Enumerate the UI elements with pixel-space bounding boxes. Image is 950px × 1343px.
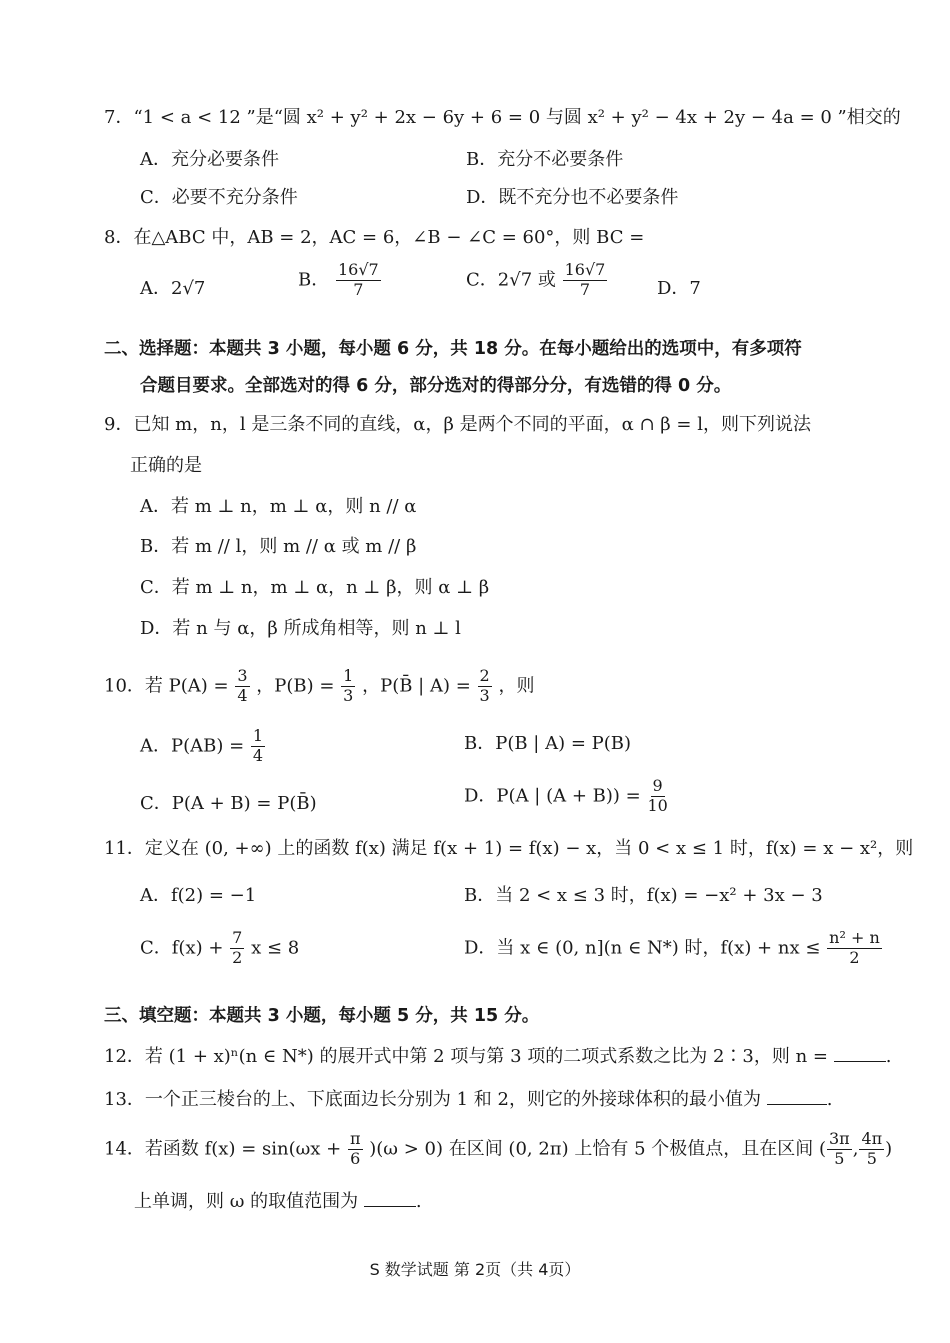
fraction-numerator: 7 <box>232 928 243 947</box>
fraction-denominator: 3 <box>343 685 354 705</box>
page-footer: S 数学试题 第 2页（共 4页） <box>369 1260 581 1279</box>
q11-option-d-fraction <box>827 930 882 967</box>
fraction-denominator: 5 <box>834 1148 845 1168</box>
q7-option-a: A．充分必要条件 <box>140 149 279 170</box>
q10-stem-part1: 10．若 P(A) = <box>104 675 229 697</box>
q7-stem: 7．“1 < a < 12 ”是“圆 x² + y² + 2x − 6y + 6 = 0 与圆 x² + y² − 4x + 2y − 4a = 0 ”相交的 <box>104 107 901 128</box>
fraction-denominator: 4 <box>252 745 264 765</box>
q11-option-c-fraction <box>230 930 244 967</box>
fraction-numerator: 3 <box>237 666 248 685</box>
fraction-denominator: 10 <box>647 795 668 815</box>
q10-stem <box>104 668 534 705</box>
q10-option-c: C．P(A + B) = P(B̄) <box>140 793 317 814</box>
fraction-denominator: 3 <box>479 685 490 705</box>
q11-option-b: B．当 2 < x ≤ 3 时，f(x) = −x² + 3x − 3 <box>464 885 823 906</box>
q10-fraction-pb <box>341 668 355 705</box>
section2-heading: 二、选择题：本题共 3 小题，每小题 6 分，共 18 分。在每小题给出的选项中，有多项符 <box>104 339 802 359</box>
q11-option-c-text-end: x ≤ 8 <box>251 937 300 959</box>
q13-answer-blank <box>767 1088 827 1105</box>
q11-option-d-text: D．当 x ∈ (0, n](n ∈ N*) 时，f(x) + nx ≤ <box>464 937 821 959</box>
fraction-numerator: 16√7 <box>564 260 606 279</box>
section2-heading-cont: 合题目要求。全部选对的得 6 分，部分选对的得部分分，有选错的得 0 分。 <box>140 376 732 396</box>
q14-fraction-4pi-5 <box>859 1131 884 1168</box>
q9-option-b: B．若 m // l，则 m // α 或 m // β <box>140 536 417 557</box>
q10-option-d <box>464 778 669 815</box>
fraction-denominator: 2 <box>849 947 860 967</box>
q12 <box>104 1044 891 1070</box>
q8-option-c <box>466 262 608 299</box>
q10-fraction-pa <box>235 668 249 705</box>
q14-text-line2: 上单调，则 ω 的取值范围为 <box>134 1191 359 1212</box>
q12-answer-blank <box>834 1045 886 1062</box>
q9-option-a: A．若 m ⊥ n，m ⊥ α，则 n // α <box>140 496 417 517</box>
q11-option-a: A．f(2) = −1 <box>140 885 257 906</box>
q12-text: 12．若 (1 + x)ⁿ(n ∈ N*) 的展开式中第 2 项与第 3 项的二项式系数之比为 2∶3，则 n = <box>104 1046 828 1067</box>
q14-comma: , <box>852 1138 859 1160</box>
q14-fraction-3pi-5 <box>827 1131 852 1168</box>
q11-stem: 11．定义在 (0, +∞) 上的函数 f(x) 满足 f(x + 1) = f(x) − x，当 0 < x ≤ 1 时，f(x) = x − x²，则 <box>104 838 914 859</box>
fraction-denominator: 7 <box>579 279 591 299</box>
q13-period: . <box>826 1089 833 1110</box>
q10-option-a <box>140 728 266 765</box>
fraction-numerator: 3π <box>829 1129 850 1148</box>
fraction-numerator: 1 <box>252 726 264 745</box>
q10-fraction-pba <box>478 668 492 705</box>
q8-option-d: D．7 <box>657 278 701 299</box>
fraction-numerator: 16√7 <box>337 260 379 279</box>
q10-stem-part4: ，则 <box>498 675 535 697</box>
q13 <box>104 1087 832 1113</box>
q14-stem-part3: ) <box>885 1138 893 1160</box>
q8-option-c-label: C．2√7 或 <box>466 269 556 291</box>
q10-stem-part3: ，P(B̄ | A) = <box>362 675 471 697</box>
q14-fraction-pi-6 <box>348 1131 363 1168</box>
q9-option-d: D．若 n 与 α，β 所成角相等，则 n ⊥ l <box>140 618 461 639</box>
fraction-numerator: 4π <box>861 1129 883 1148</box>
q14-stem-part2: )(ω > 0) 在区间 (0, 2π) 上恰有 5 个极值点，且在区间 ( <box>369 1138 826 1160</box>
fraction-numerator: 2 <box>479 666 490 685</box>
q7-option-d: D．既不充分也不必要条件 <box>466 187 679 208</box>
q14-stem <box>104 1131 892 1168</box>
q12-period: . <box>885 1046 892 1067</box>
q8-option-c-fraction <box>563 262 608 299</box>
q8-option-b-fraction <box>336 262 381 299</box>
q11-option-c <box>140 930 299 967</box>
q14-period: . <box>415 1191 422 1212</box>
fraction-denominator: 7 <box>353 279 364 299</box>
q7-option-c: C．必要不充分条件 <box>140 187 298 208</box>
q14-answer-blank <box>364 1190 416 1207</box>
q8-stem: 8．在△ABC 中，AB = 2，AC = 6，∠B − ∠C = 60°，则 BC = <box>104 227 645 248</box>
q11-option-d <box>464 930 883 967</box>
q10-option-d-fraction <box>647 778 667 815</box>
fraction-denominator: 4 <box>237 685 248 705</box>
q8-option-a: A．2√7 <box>140 278 206 299</box>
fraction-numerator: 9 <box>652 776 663 795</box>
fraction-denominator: 6 <box>350 1148 361 1168</box>
q9-stem: 9．已知 m，n，l 是三条不同的直线，α，β 是两个不同的平面，α ∩ β = l，则下列说法 <box>104 414 811 435</box>
fraction-numerator: 1 <box>343 666 354 685</box>
q13-text: 13．一个正三棱台的上、下底面边长分别为 1 和 2，则它的外接球体积的最小值为 <box>104 1089 761 1110</box>
q11-option-c-text: C．f(x) + <box>140 937 224 959</box>
q9-option-c: C．若 m ⊥ n，m ⊥ α，n ⊥ β，则 α ⊥ β <box>140 577 490 598</box>
fraction-denominator: 5 <box>866 1148 877 1168</box>
q10-stem-part2: ，P(B) = <box>256 675 335 697</box>
q8-option-b <box>298 262 382 299</box>
q14-stem-cont <box>134 1189 422 1215</box>
section3-heading: 三、填空题：本题共 3 小题，每小题 5 分，共 15 分。 <box>104 1006 540 1026</box>
q9-stem-cont: 正确的是 <box>130 455 202 476</box>
fraction-numerator: π <box>350 1129 361 1148</box>
q14-stem-part1: 14．若函数 f(x) = sin(ωx + <box>104 1138 342 1160</box>
q10-option-b: B．P(B | A) = P(B) <box>464 733 632 754</box>
q10-option-a-fraction <box>251 728 265 765</box>
q10-option-d-text: D．P(A | (A + B)) = <box>464 785 641 807</box>
q7-option-b: B．充分不必要条件 <box>466 149 624 170</box>
q8-option-b-label: B． <box>298 269 330 291</box>
q10-option-a-text: A．P(AB) = <box>140 735 245 757</box>
fraction-numerator: n² + n <box>829 928 880 947</box>
fraction-denominator: 2 <box>232 947 243 967</box>
